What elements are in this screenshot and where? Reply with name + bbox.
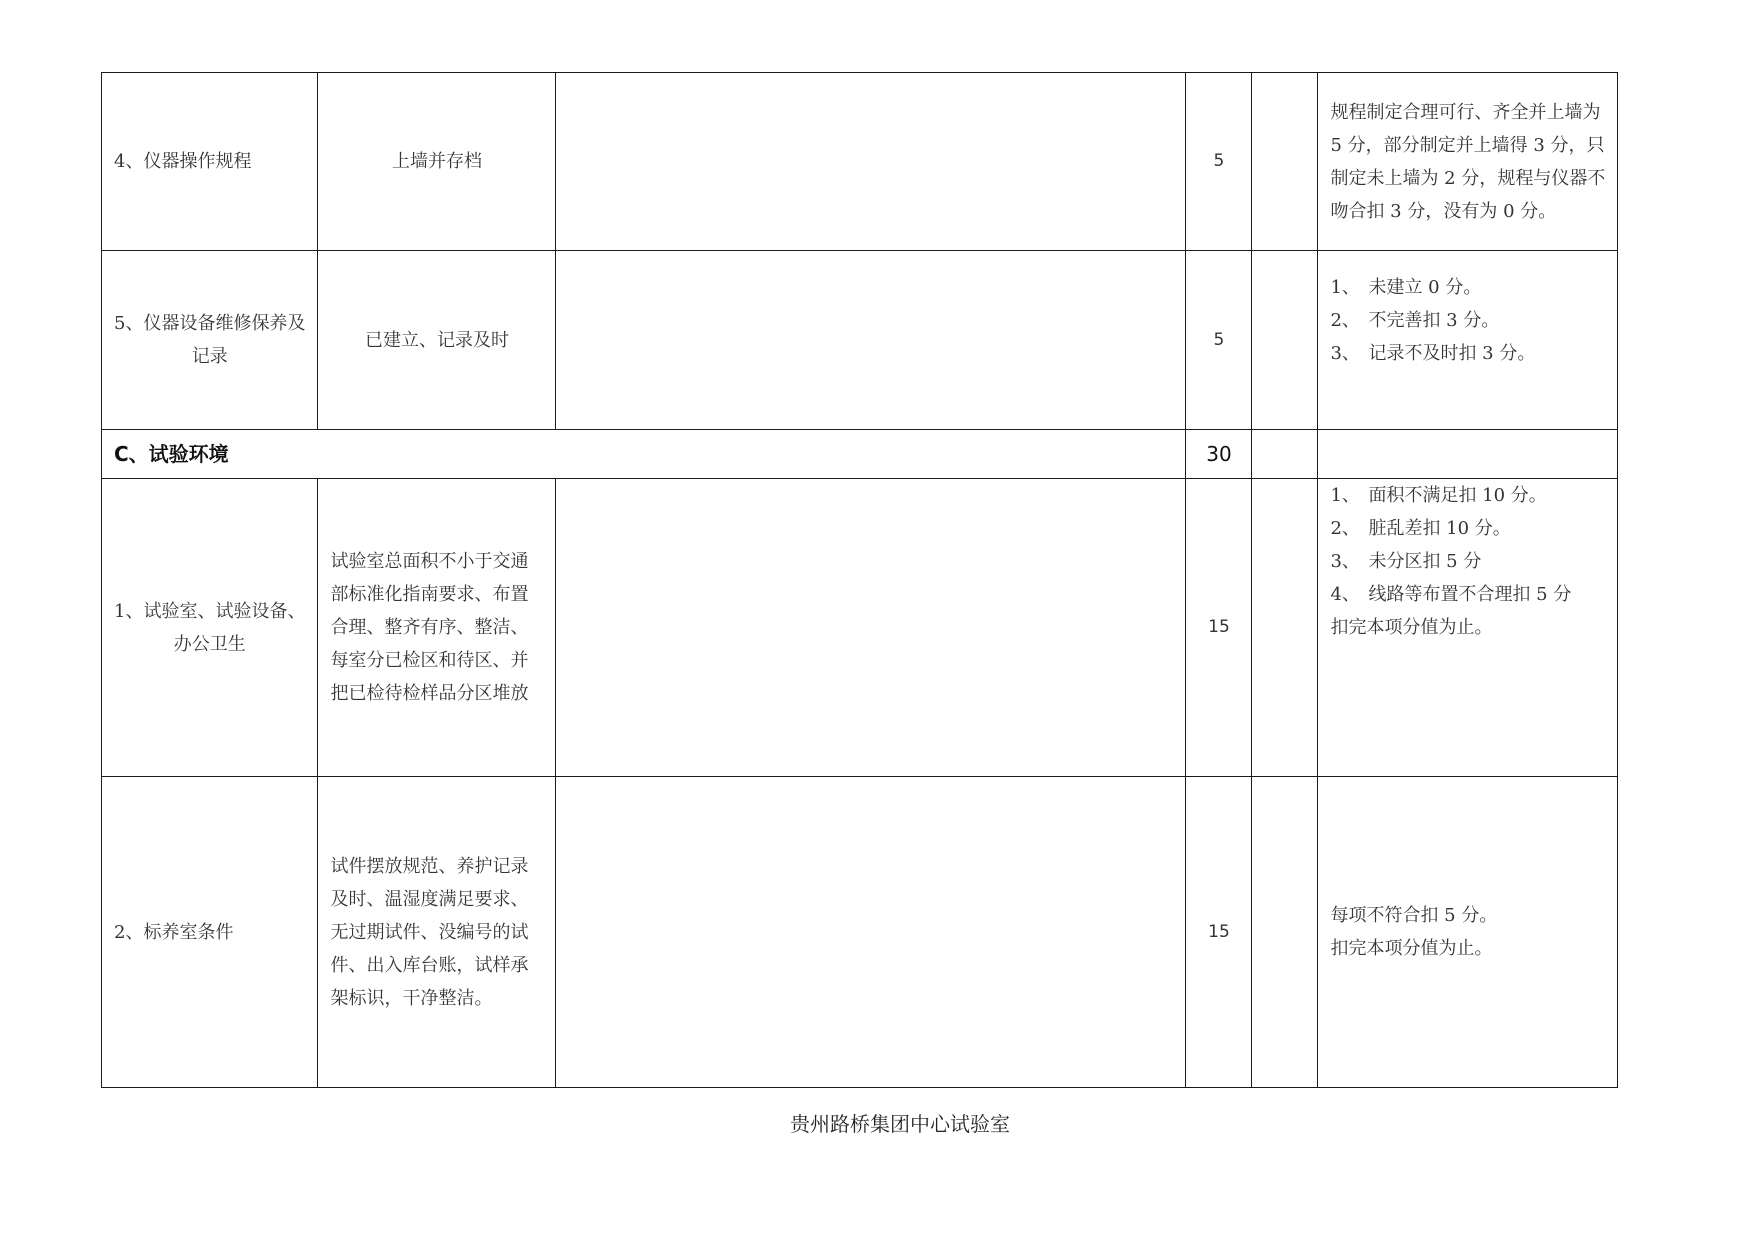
check-record-cell	[556, 73, 1186, 251]
item-label: 4、仪器操作规程	[114, 151, 252, 172]
criteria-line	[1330, 304, 1605, 337]
evaluation-table	[101, 72, 1618, 1088]
criteria-line: 吻合扣 3 分，没有为 0 分。	[1330, 200, 1557, 222]
criteria-text: 记录不及时扣 3 分。	[1368, 343, 1536, 364]
item-label: 办公卫生	[173, 633, 246, 655]
standard-text: 试验室总面积不小于交通	[330, 551, 529, 572]
table-row	[102, 73, 1618, 251]
criteria-number: 1、	[1330, 485, 1360, 506]
standard-text: 合理、整齐有序、整洁、	[330, 617, 529, 638]
standard-cell	[318, 73, 556, 251]
standard-text: 部标准化指南要求、布置	[330, 584, 529, 605]
standard-text: 试件摆放规范、养护记录	[330, 855, 529, 877]
criteria-text: 线路等布置不合理扣 5 分	[1368, 584, 1572, 605]
criteria-line	[1330, 271, 1605, 304]
criteria-line: 规程制定合理可行、齐全并上墙为	[1330, 101, 1601, 123]
criteria-note: 扣完本项分值为止。	[1330, 617, 1493, 638]
standard-cell	[318, 251, 556, 430]
score-value: 5	[1213, 151, 1225, 171]
criteria-number: 2、	[1330, 310, 1360, 331]
score-value: 15	[1208, 921, 1230, 942]
criteria-line: 5 分，部分制定并上墙得 3 分，只	[1330, 134, 1605, 156]
item-label: 5、仪器设备维修保养及	[114, 313, 306, 334]
score-cell	[1186, 251, 1252, 430]
standard-text: 上墙并存档	[391, 151, 482, 172]
section-title: C、试验环境	[102, 430, 1186, 479]
item-cell	[102, 251, 318, 430]
criteria-line	[1330, 512, 1605, 545]
standard-text: 每室分已检区和待区、并	[330, 650, 529, 671]
section-row	[102, 430, 1618, 479]
section-score: 30	[1186, 430, 1252, 479]
standard-text: 把已检待检样品分区堆放	[330, 683, 529, 704]
criteria-number: 3、	[1330, 343, 1360, 364]
criteria-number: 2、	[1330, 518, 1360, 539]
criteria-cell	[1318, 251, 1618, 430]
score-cell	[1186, 777, 1252, 1088]
standard-text: 无过期试件、没编号的试	[330, 921, 529, 943]
item-cell	[102, 777, 318, 1088]
criteria-number: 1、	[1330, 277, 1360, 298]
item-label: 2、标养室条件	[114, 921, 234, 943]
criteria-cell	[1318, 479, 1618, 777]
criteria-line	[1330, 578, 1605, 611]
standard-cell	[318, 777, 556, 1088]
item-label: 记录	[191, 346, 228, 367]
score-cell	[1186, 479, 1252, 777]
standard-cell	[318, 479, 556, 777]
check-record-cell	[556, 777, 1186, 1088]
actual-score-cell	[1252, 430, 1318, 479]
criteria-cell	[1318, 430, 1618, 479]
criteria-line	[1330, 337, 1605, 370]
criteria-number: 3、	[1330, 551, 1360, 572]
criteria-text: 不完善扣 3 分。	[1368, 310, 1500, 331]
item-cell	[102, 73, 318, 251]
score-value: 15	[1208, 617, 1230, 637]
page-footer: 贵州路桥集团中心试验室	[790, 1112, 1010, 1136]
table-row	[102, 479, 1618, 777]
criteria-text: 面积不满足扣 10 分。	[1368, 485, 1547, 506]
item-label: 1、试验室、试验设备、	[114, 600, 306, 622]
check-record-cell	[556, 479, 1186, 777]
criteria-text: 脏乱差扣 10 分。	[1368, 518, 1511, 539]
standard-text: 及时、温湿度满足要求、	[330, 888, 529, 910]
criteria-text: 未建立 0 分。	[1368, 277, 1482, 298]
table-row	[102, 777, 1618, 1088]
actual-score-cell	[1252, 479, 1318, 777]
item-cell	[102, 479, 318, 777]
actual-score-cell	[1252, 777, 1318, 1088]
criteria-text: 未分区扣 5 分	[1368, 551, 1482, 572]
check-record-cell	[556, 251, 1186, 430]
actual-score-cell	[1252, 73, 1318, 251]
criteria-line: 制定未上墙为 2 分，规程与仪器不	[1330, 167, 1606, 189]
table-row	[102, 251, 1618, 430]
standard-text: 已建立、记录及时	[364, 329, 509, 351]
criteria-cell	[1318, 777, 1618, 1088]
criteria-line	[1330, 479, 1605, 512]
standard-text: 件、出入库台账，试样承	[330, 954, 529, 976]
criteria-line	[1330, 545, 1605, 578]
criteria-line: 扣完本项分值为止。	[1330, 938, 1493, 959]
criteria-number: 4、	[1330, 584, 1360, 605]
actual-score-cell	[1252, 251, 1318, 430]
criteria-line: 每项不符合扣 5 分。	[1330, 905, 1498, 926]
score-cell	[1186, 73, 1252, 251]
score-value: 5	[1213, 329, 1225, 350]
standard-text: 架标识，干净整洁。	[330, 987, 493, 1009]
criteria-cell	[1318, 73, 1618, 251]
